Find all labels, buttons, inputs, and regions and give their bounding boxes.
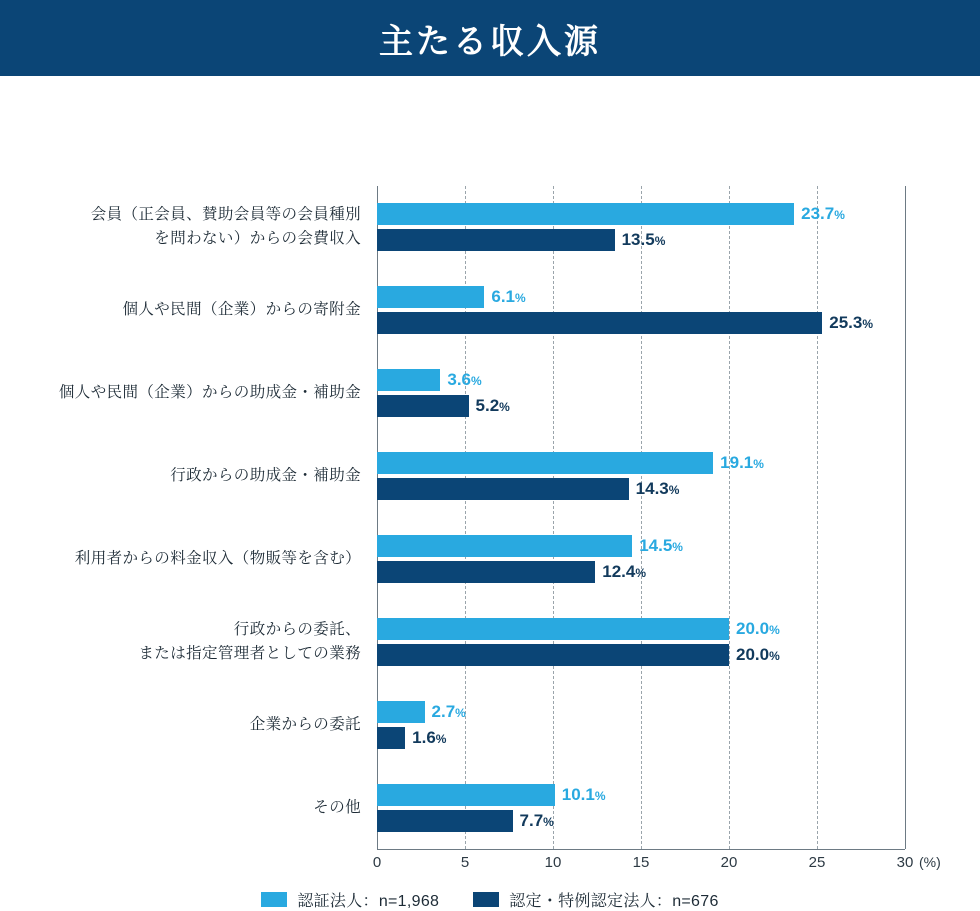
bar-row [377,478,905,500]
bar-row [377,701,905,723]
chart-body [0,76,980,910]
bar-row [377,618,905,640]
x-axis-line [377,849,905,850]
legend-item [473,888,718,911]
bar-value-label: 25.3% [829,313,874,333]
x-tick-label: 25 [808,854,826,871]
percent-sign: % [471,374,482,389]
category-label [17,203,377,251]
bar-row [377,452,905,474]
chart-group [138,600,905,683]
percent-sign: % [862,317,874,332]
chart-group [249,683,905,766]
bar-row [377,727,905,749]
bar [377,644,729,666]
bar-row [377,395,905,417]
page-header [0,0,980,76]
bar [377,369,440,391]
x-tick-label: 0 [372,854,382,871]
percent-sign: % [654,234,666,249]
x-tick-label: 15 [632,854,650,871]
chart-legend [0,888,980,911]
bar [377,478,629,500]
bar [377,535,632,557]
x-tick-label: 30 [896,854,914,871]
category-label [17,381,377,405]
chart-group [170,435,905,518]
bar-value-label: 13.5% [621,230,666,250]
bar-row [377,286,905,308]
chart-group [313,766,905,849]
bar [377,395,469,417]
bar-value-label: 3.6% [447,370,482,390]
bar-value-label: 20.0% [736,644,780,664]
category-label [17,618,377,666]
bar-row [377,312,905,334]
bar-row [377,229,905,251]
legend-item [261,888,439,911]
bar [377,618,729,640]
percent-sign: % [672,539,683,554]
bar [377,286,484,308]
category-label-line: その他 [313,798,361,816]
percent-sign: % [499,400,510,415]
bar-row [377,561,905,583]
x-tick-label: 20 [720,854,738,871]
category-label-line: 利用者からの料金収入（物販等を含む） [74,549,361,567]
percent-sign: % [635,565,646,580]
bar-value-label: 5.2% [475,396,510,416]
legend-swatch [473,892,499,907]
gridline-30 [905,186,906,849]
bar-row [377,784,905,806]
bar-value-label: 23.7% [801,204,845,224]
percent-sign: % [594,788,606,803]
bar-row [377,810,905,832]
category-label [17,713,377,737]
percent-sign: % [435,731,447,746]
bar [377,312,822,334]
category-label-line: 会員（正会員、賛助会員等の会員種別 [90,206,361,224]
bar [377,561,595,583]
percent-sign: % [753,457,764,472]
category-label [17,796,377,820]
chart-group [122,269,905,352]
bar-value-label: 7.7% [519,810,554,830]
chart-group [74,518,905,601]
category-label [17,464,377,488]
percent-sign: % [668,483,680,498]
percent-sign: % [769,622,780,637]
category-label-line: 個人や民間（企業）からの寄附金 [122,301,361,319]
legend-label: 認定・特例認定法人：n=676 [509,893,719,910]
bar-value-label: 6.1% [491,287,526,307]
percent-sign: % [834,208,845,223]
legend-swatch [261,892,287,907]
bar [377,701,425,723]
category-label-line: または指定管理者としての業務 [138,644,361,662]
bar [377,810,513,832]
category-label-line: 行政からの委託、 [233,620,361,638]
bar-value-label: 2.7% [431,701,466,721]
bar [377,452,713,474]
bar-row [377,535,905,557]
percent-sign: % [543,814,554,829]
plot-area [58,186,941,871]
percent-sign: % [455,705,466,720]
category-label-line: 行政からの助成金・補助金 [170,467,361,485]
bar [377,203,794,225]
bar-value-label: 14.3% [635,479,680,499]
page-title: 主たる収入源 [379,22,601,61]
bar-value-label: 20.0% [736,618,780,638]
bar [377,727,405,749]
legend-label: 認証法人：n=1,968 [297,893,440,910]
category-label-line: 企業からの委託 [249,715,361,733]
category-label-line: を問わない）からの会費収入 [154,230,361,248]
x-axis-unit: (%) [919,854,941,870]
bar [377,784,555,806]
chart-group [90,186,905,269]
bar-value-label: 12.4% [602,561,646,581]
bar-value-label: 10.1% [561,784,606,804]
bar-value-label: 14.5% [639,535,683,555]
category-label-line: 個人や民間（企業）からの助成金・補助金 [58,384,361,402]
category-label [17,298,377,322]
chart-group [58,352,905,435]
bar-value-label: 1.6% [412,727,447,747]
percent-sign: % [515,291,526,306]
x-tick-label: 10 [544,854,562,871]
bar [377,229,615,251]
percent-sign: % [769,648,780,663]
bar-value-label: 19.1% [720,453,764,473]
bar-row [377,644,905,666]
x-tick-label: 5 [460,854,470,871]
category-label [17,547,377,571]
bar-row [377,369,905,391]
bar-row [377,203,905,225]
